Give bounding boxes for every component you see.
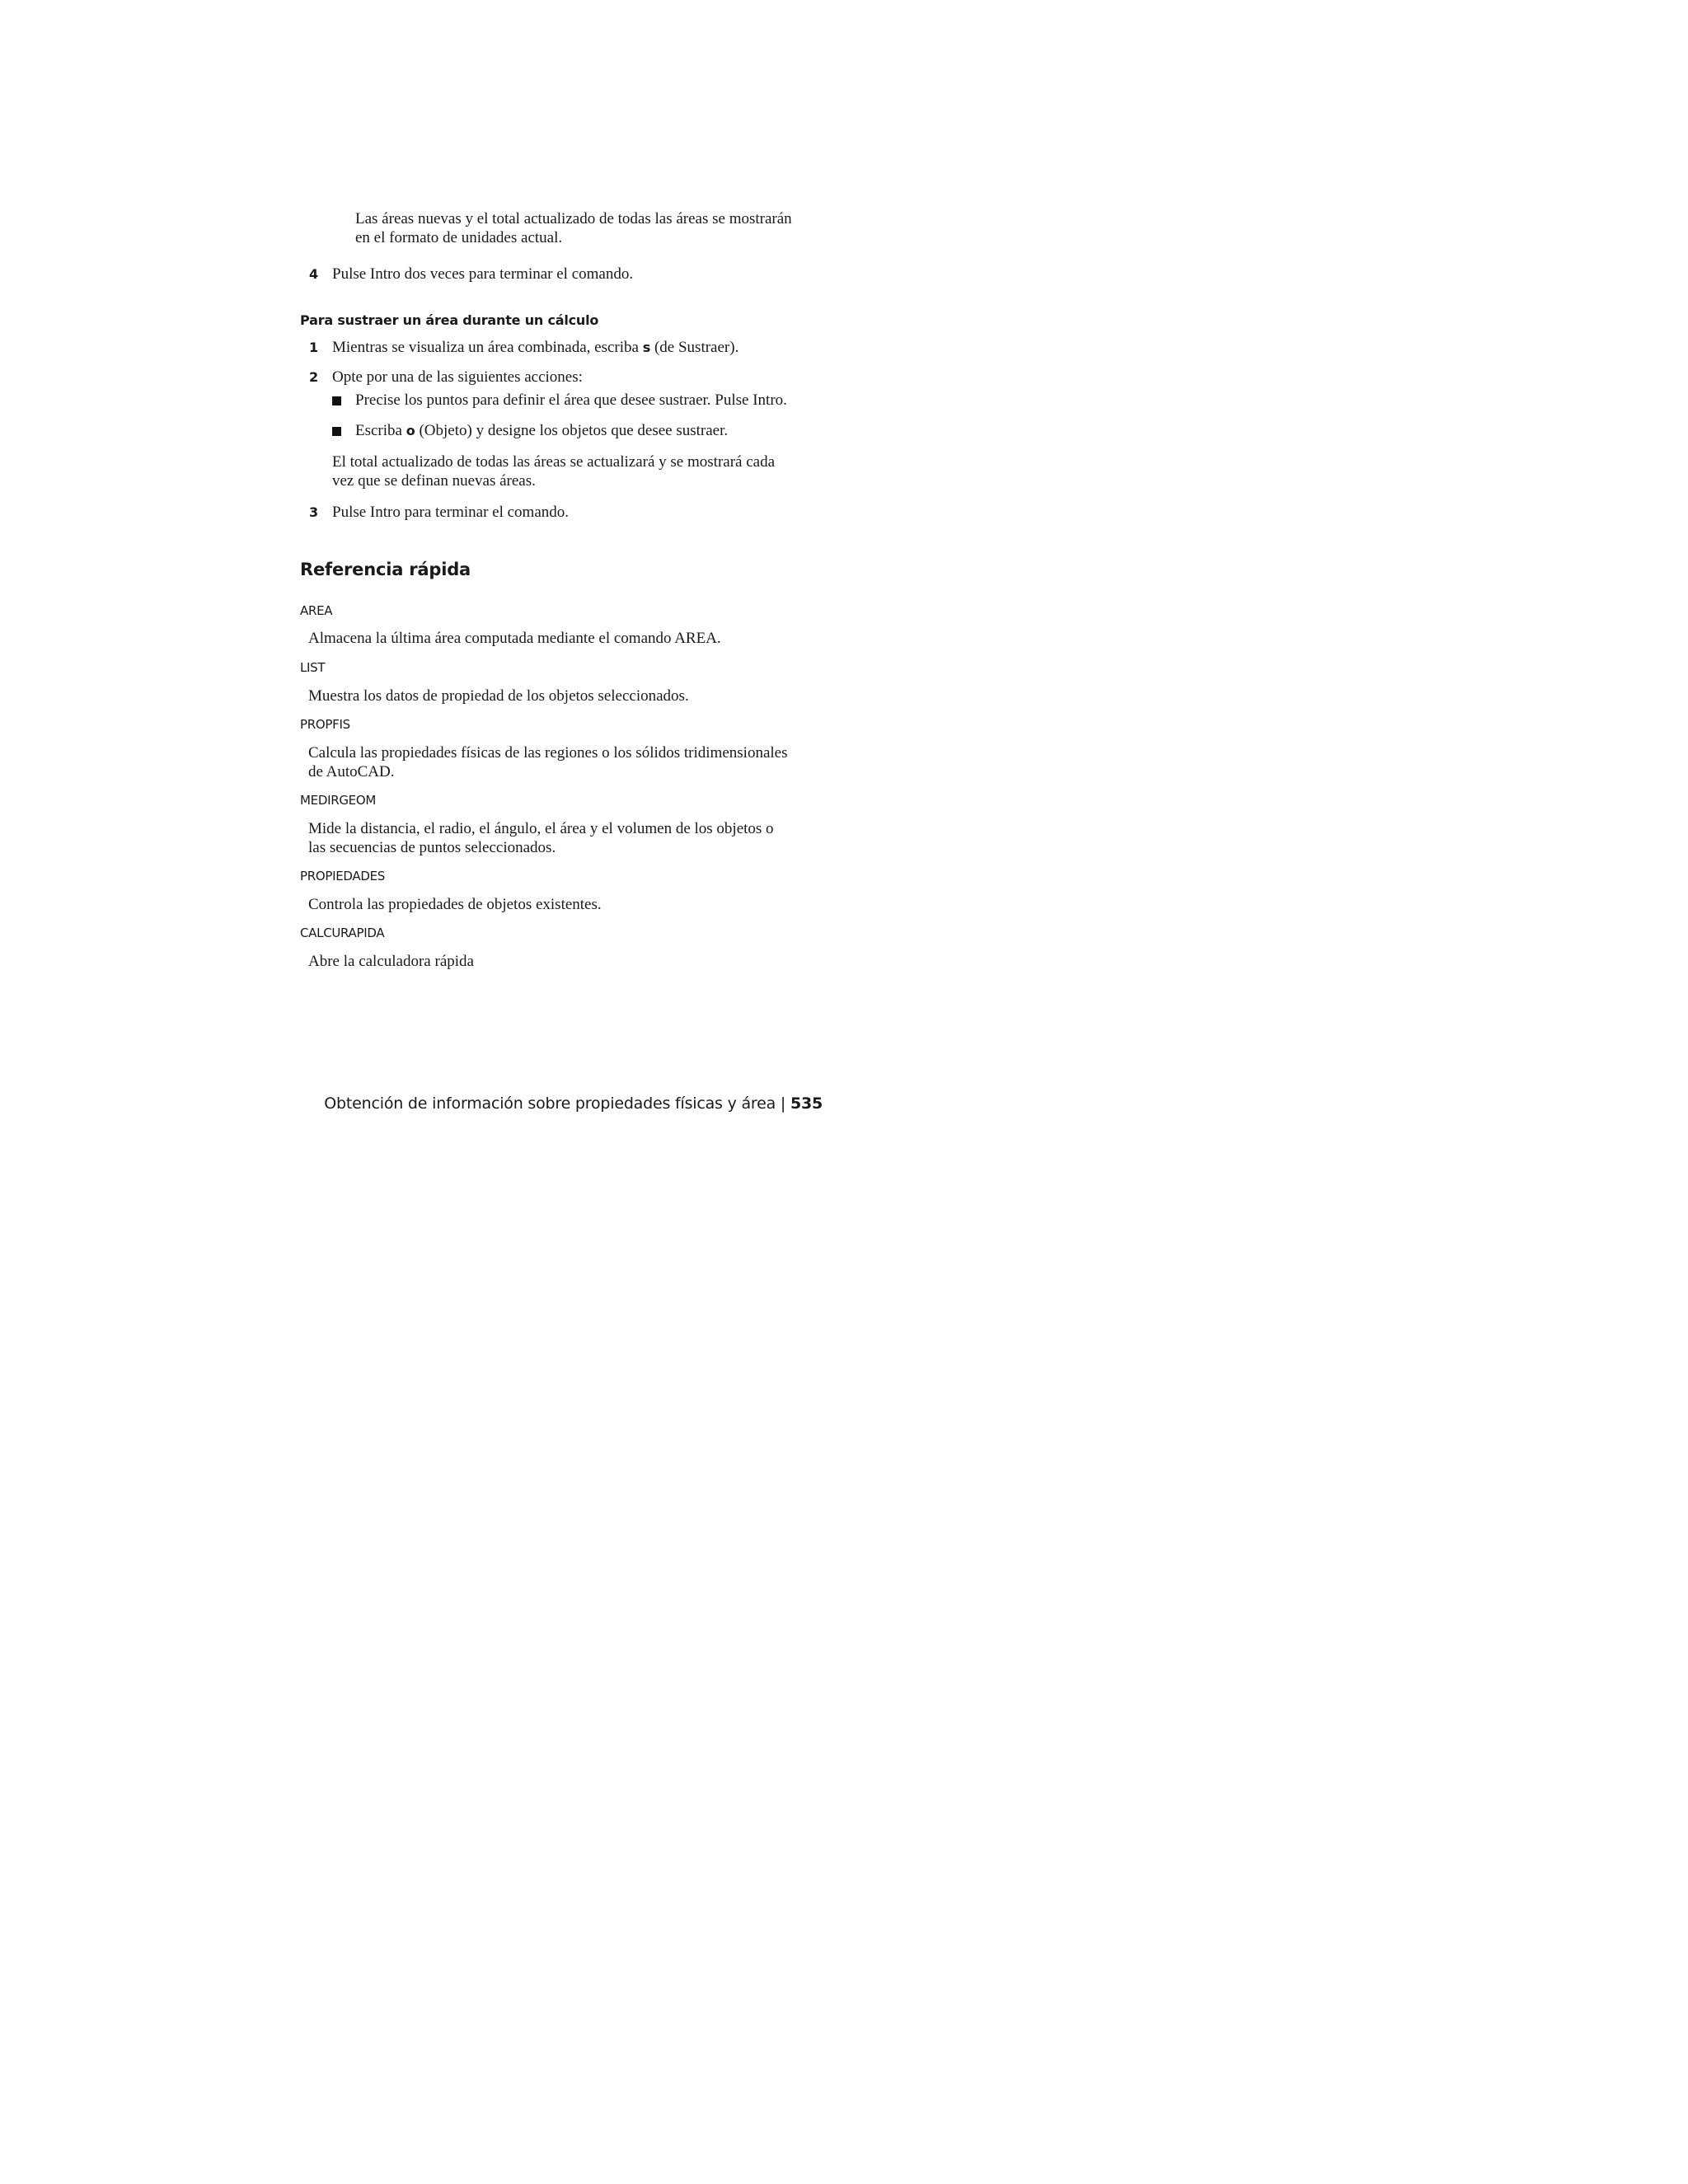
step-note-line1: El total actualizado de todas las áreas se actualizará y se mostrará cada	[332, 453, 776, 471]
step-number: 2	[309, 369, 319, 385]
intro-paragraph-line2: en el formato de unidades actual.	[355, 229, 563, 246]
reference-command[interactable]: AREA	[300, 603, 333, 618]
reference-description: Almacena la última área computada mediante el comando AREA.	[308, 630, 721, 647]
step-text-after: (de Sustraer).	[650, 339, 739, 356]
step-number: 4	[309, 266, 319, 282]
step-note-line2: vez que se definan nuevas áreas.	[332, 472, 536, 490]
step-text: Opte por una de las siguientes acciones:	[332, 368, 583, 386]
square-bullet-icon	[332, 427, 341, 436]
step-text: Pulse Intro para terminar el comando.	[332, 504, 570, 521]
reference-command[interactable]: PROPFIS	[300, 717, 350, 732]
reference-command[interactable]: MEDIRGEOM	[300, 793, 376, 808]
bullet-item: Precise los puntos para definir el área que desee sustraer. Pulse Intro.	[355, 391, 787, 409]
footer-separator: |	[780, 1094, 786, 1113]
reference-description: Abre la calculadora rápida	[308, 953, 474, 970]
reference-description: las secuencias de puntos seleccionados.	[308, 839, 556, 856]
keyboard-key: s	[642, 340, 651, 355]
reference-command[interactable]: PROPIEDADES	[300, 869, 386, 883]
bullet-text-after: (Objeto) y designe los objetos que desee sustraer.	[415, 422, 729, 439]
page-number: 535	[790, 1094, 823, 1113]
reference-description: Calcula las propiedades físicas de las regiones o los sólidos tridimensionales	[308, 744, 788, 762]
step-number: 3	[309, 504, 319, 520]
bullet-text-before: Escriba	[355, 422, 406, 439]
reference-command[interactable]: LIST	[300, 660, 326, 675]
reference-description: Mide la distancia, el radio, el ángulo, el área y el volumen de los objetos o	[308, 820, 774, 837]
reference-description: Controla las propiedades de objetos existentes.	[308, 896, 602, 913]
page-footer	[324, 1094, 823, 1113]
procedure-heading: Para sustraer un área durante un cálculo	[300, 312, 599, 328]
step-text-before: Mientras se visualiza un área combinada, escriba	[332, 339, 643, 356]
reference-command[interactable]: CALCURAPIDA	[300, 926, 385, 940]
step-number: 1	[309, 340, 319, 355]
section-title: Referencia rápida	[300, 560, 471, 579]
footer-chapter-title: Obtención de información sobre propiedades físicas y área	[324, 1094, 776, 1113]
intro-paragraph-line1: Las áreas nuevas y el total actualizado de todas las áreas se mostrarán	[355, 210, 792, 227]
step-text: Pulse Intro dos veces para terminar el comando.	[332, 265, 634, 283]
square-bullet-icon	[332, 396, 341, 405]
bullet-item	[355, 421, 728, 440]
step-text	[332, 338, 738, 357]
reference-description: Muestra los datos de propiedad de los objetos seleccionados.	[308, 687, 689, 705]
keyboard-key: o	[406, 423, 415, 438]
reference-description: de AutoCAD.	[308, 763, 395, 780]
